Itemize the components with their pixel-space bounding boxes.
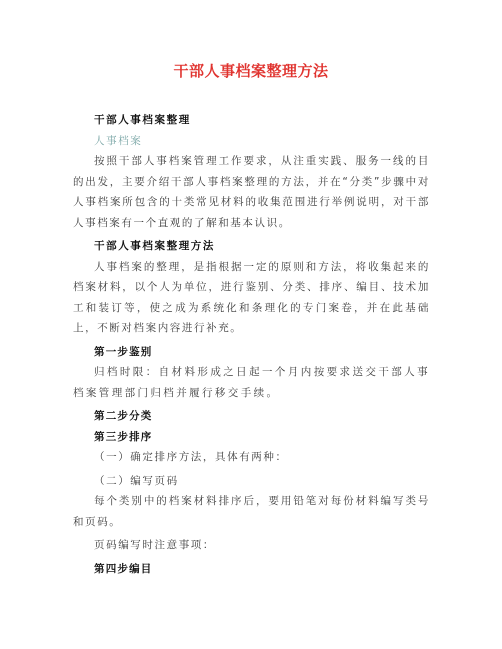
document-title: 干部人事档案整理方法 — [173, 62, 329, 80]
step-heading: 第二步分类 — [94, 410, 153, 422]
section-heading: 干部人事档案整理 — [94, 114, 191, 126]
list-line: （二）编写页码 — [94, 474, 179, 487]
section-subheading: 人事档案 — [94, 134, 143, 147]
list-line: 页码编写时注意事项： — [94, 539, 215, 551]
section-heading: 干部人事档案整理方法 — [94, 240, 215, 252]
step-heading: 第三步排序 — [94, 430, 153, 443]
paragraph: 归档时限：自材料形成之日起一个月内按要求送交干部人事档案管理部门归档并履行移交手续。 — [73, 366, 430, 399]
step-heading: 第一步鉴别 — [94, 345, 153, 358]
paragraph: 按照干部人事档案管理工作要求，从注重实践、服务一线的目的出发，主要介绍干部人事档案整理的方法，并在“分类”步骤中对人事档案所包含的十类常见材料的收集范围进行举例说明，对干部人事档案有一个直观的了解和基本认识。 — [73, 155, 430, 229]
document-body — [73, 110, 430, 579]
list-line: （一）确定排序方法，具体有两种： — [94, 451, 288, 463]
paragraph: 人事档案的整理，是指根据一定的原则和方法，将收集起来的档案材料，以个人为单位，进行鉴别、分类、排序、编目、技术加工和装订等，使之成为系统化和条理化的专门案卷，并在此基础上，不断对档案内容进行补充。 — [73, 260, 430, 334]
step-heading: 第四步编目 — [94, 562, 153, 575]
paragraph: 每个类别中的档案材料排序后，要用铅笔对每份材料编写类号和页码。 — [73, 495, 430, 528]
